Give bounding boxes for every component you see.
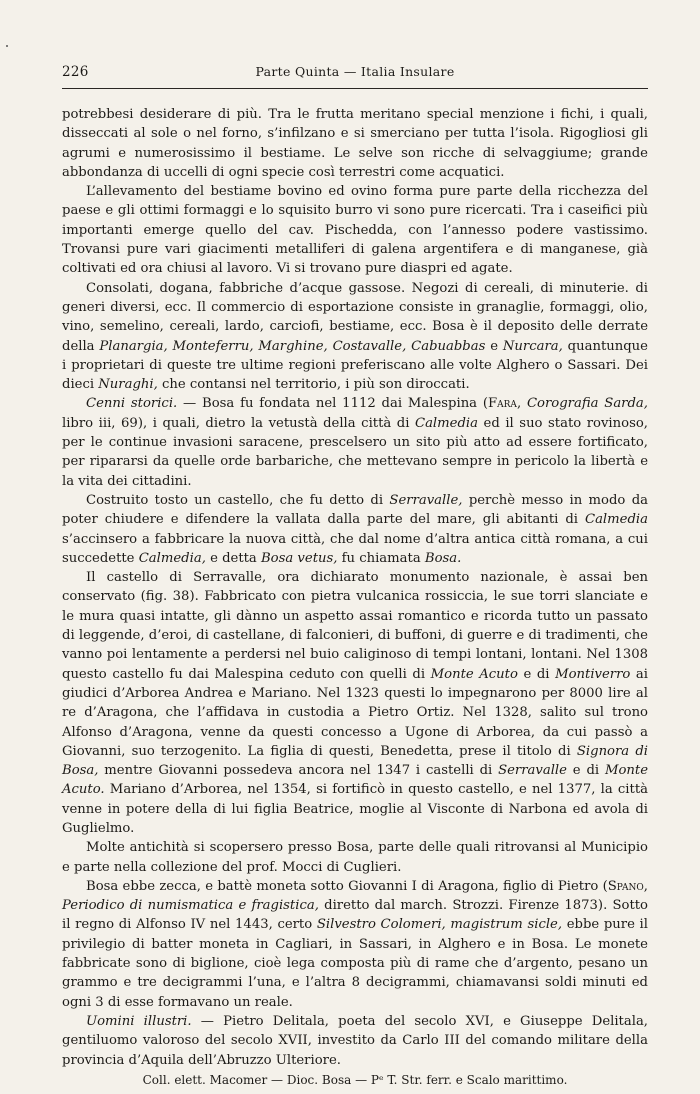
- text-run: fu chiamata: [337, 550, 425, 566]
- italic-run: Signora di Bosa,: [62, 743, 648, 779]
- italic-run: Planargia, Monteferru, Marghine, Costavalle, Cabuabbas: [99, 338, 486, 354]
- text-run: ai giudici d’Arborea Andrea e Mariano. Nel 1323 questi lo impegnarono per 8000 lire al re d’Aragona, che l’affidava in custodia a Pietro Ortiz. Nel 1328, salito sul trono Alfonso d’Aragona, venne da questi concesso a Ugone di Arborea, da cui passò a Giovanni, suo terzogenito. La figlia di questi, Benedetta, prese il titolo di: [62, 666, 648, 759]
- margin-speck: [6, 45, 8, 47]
- italic-run: Serravalle: [498, 763, 567, 779]
- paragraph-serravalle: [62, 491, 648, 568]
- text-run: quantunque i proprietari di queste tre ultime regioni preferiscano alle volte Alghero o Sassari. Dei dieci: [62, 338, 648, 393]
- text-run: potrebbesi desiderare di più. Tra le frutta meritano special menzione i fichi, i quali, disseccati al sole o nel forno, s’infilzano e si smerciano per tutta l’isola. Rigogliosi gli agrumi e numerosissimo il bestiame. Le selve son ricche di selvaggiume; grande abbondanza di uccelli di ogni specie così terrestri come acquatici.: [62, 107, 648, 180]
- text-run: e di: [566, 763, 605, 779]
- text-run: ebbe pure il privilegio di batter moneta in Cagliari, in Sassari, in Alghero e in Bosa. Le monete fabbricate sono di biglione, cioè lega composta più di rame che d’argento, pesano un grammo e tre decigrammi l’una, e l’altra 8 decigrammi, chiamavansi soldi minuti ed ogni 3 di esse formavano un reale.: [62, 917, 648, 1010]
- page-number: 226: [62, 64, 89, 80]
- running-title: Parte Quinta — Italia Insulare: [255, 64, 455, 79]
- smallcaps-run: Spano: [607, 878, 644, 894]
- page-header: [62, 62, 648, 84]
- paragraph-commerce: [62, 279, 648, 395]
- text-run: libro iii, 69), i quali, dietro la vetustà della città di: [62, 415, 415, 431]
- italic-run: Montiverro: [555, 666, 631, 682]
- header-rule: [62, 88, 648, 89]
- text-run: e: [485, 338, 503, 354]
- paragraph-castle: [62, 568, 648, 838]
- italic-run: Calmedia: [414, 415, 478, 431]
- text-run: perchè messo in modo da poter chiudere e difendere la vallata dalla parte del mare, gli abitanti di: [62, 492, 648, 528]
- smallcaps-run: Fara: [488, 396, 517, 412]
- italic-run: Monte Acuto: [430, 666, 518, 682]
- italic-run: Nurcara,: [502, 338, 563, 354]
- text-run: Bosa ebbe zecca, e battè moneta sotto Giovanni I di Aragona, figlio di Pietro (: [86, 878, 608, 894]
- text-run: e detta: [205, 550, 261, 566]
- article-body: [62, 105, 648, 1089]
- italic-run: Serravalle,: [389, 492, 463, 508]
- text-run: s’accinsero a fabbricare la nuova città, che dal nome d’altra antica città romana, a cui succedette: [62, 531, 648, 566]
- italic-run: Calmedia: [584, 512, 648, 528]
- text-run: mentre Giovanni possedeva ancora nel 1347 i castelli di: [98, 763, 499, 779]
- paragraph-mint: [62, 877, 648, 1012]
- text-run: — Bosa fu fondata nel 1112 dai Malespina (: [177, 396, 488, 412]
- italic-run: Uomini illustri.: [86, 1013, 192, 1029]
- book-page: [62, 62, 648, 1089]
- paragraph-antiquities: [62, 838, 648, 877]
- italic-run: Cenni storici.: [86, 396, 178, 412]
- paragraph-produce: [62, 105, 648, 182]
- italic-run: Corografia Sarda,: [526, 396, 648, 412]
- text-run: ed il suo stato rovinoso, per le continue invasioni saracene, prescelsero un sito più atto ad essere fortificato, per ripararsi da quelle orde barbariche, che mettevano sempre in pericolo la libertà e la vita dei cittadini.: [62, 415, 648, 489]
- italic-run: Monte Acuto.: [62, 763, 648, 798]
- paragraph-history: [62, 394, 648, 490]
- italic-run: Bosa.: [424, 550, 462, 566]
- italic-run: Nuraghi,: [98, 377, 158, 393]
- text-run: Mariano d’Arborea, nel 1354, si fortificò in questo castello, e nel 1377, la città venne in potere della di lui figlia Beatrice, moglie al Visconte di Narbona ed avola di Guglielmo.: [62, 782, 648, 836]
- text-run: diretto dal march. Strozzi. Firenze 1873). Sotto il regno di Alfonso IV nel 1443, certo: [62, 898, 648, 933]
- text-run: Costruito tosto un castello, che fu detto di: [86, 492, 390, 508]
- footer-info-line: Coll. elett. Macomer — Dioc. Bosa — Pᵉ T. Str. ferr. e Scalo marittimo.: [142, 1072, 568, 1087]
- italic-run: Bosa vetus,: [260, 550, 338, 566]
- paragraph-notable-people: [62, 1012, 648, 1070]
- text-run: ,: [643, 878, 648, 894]
- italic-run: Calmedia,: [138, 550, 206, 566]
- text-run: ,: [516, 396, 527, 412]
- text-run: che contansi nel territorio, i più son diroccati.: [157, 377, 470, 393]
- italic-run: Silvestro Colomeri, magistrum sicle,: [316, 917, 563, 933]
- text-run: Consolati, dogana, fabbriche d’acque gassose. Negozi di cereali, di minuterie. di generi diversi, ecc. Il commercio di esportazione consiste in granaglie, formaggi, olio, vino, semelino, cereali, lardo, carciofi, bestiame, ecc. Bosa è il deposito delle derrate della: [62, 280, 648, 354]
- text-run: e di: [517, 666, 556, 682]
- text-run: Molte antichità si scopersero presso Bosa, parte delle quali ritrovansi al Municipio e parte nella collezione del prof. Mocci di Cuglieri.: [62, 840, 648, 875]
- text-run: Il castello di Serravalle, ora dichiarato monumento nazionale, è assai ben conservato (fig. 38). Fabbricato con pietra vulcanica rossiccia, le sue torri slanciate e le mura quasi intatte, gli dànno un aspetto assai romantico e ricorda tutto un passato di leggende, d’eroi, di castellane, di falconieri, di buffoni, di guerre e di tradimenti, che vanno poi lentamente a perdersi nel buio caliginoso di tempi lontani, lontani. Nel 1308 questo castello fu dai Malespina ceduto con quelli di: [62, 570, 648, 682]
- paragraph-livestock: [62, 182, 648, 278]
- italic-run: Periodico di numismatica e fragistica,: [62, 898, 319, 914]
- text-run: — Pietro Delitala, poeta del secolo XVI, e Giuseppe Delitala, gentiluomo valoroso del secolo XVII, investito da Carlo III del comando militare della provincia d’Aquila dell’Abruzzo Ulteriore.: [62, 1013, 648, 1068]
- text-run: L’allevamento del bestiame bovino ed ovino forma pure parte della ricchezza del paese e gli ottimi formaggi e lo squisito burro vi sono pure ricercati. Tra i caseifici più importanti emerge quello del cav. Pischedda, con l’annesso podere vastissimo. Trovansi pure vari giacimenti metalliferi di galena argentifera e di manganese, già coltivati ed ora chiusi al lavoro. Vi si trovano pure diaspri ed agate.: [62, 184, 648, 277]
